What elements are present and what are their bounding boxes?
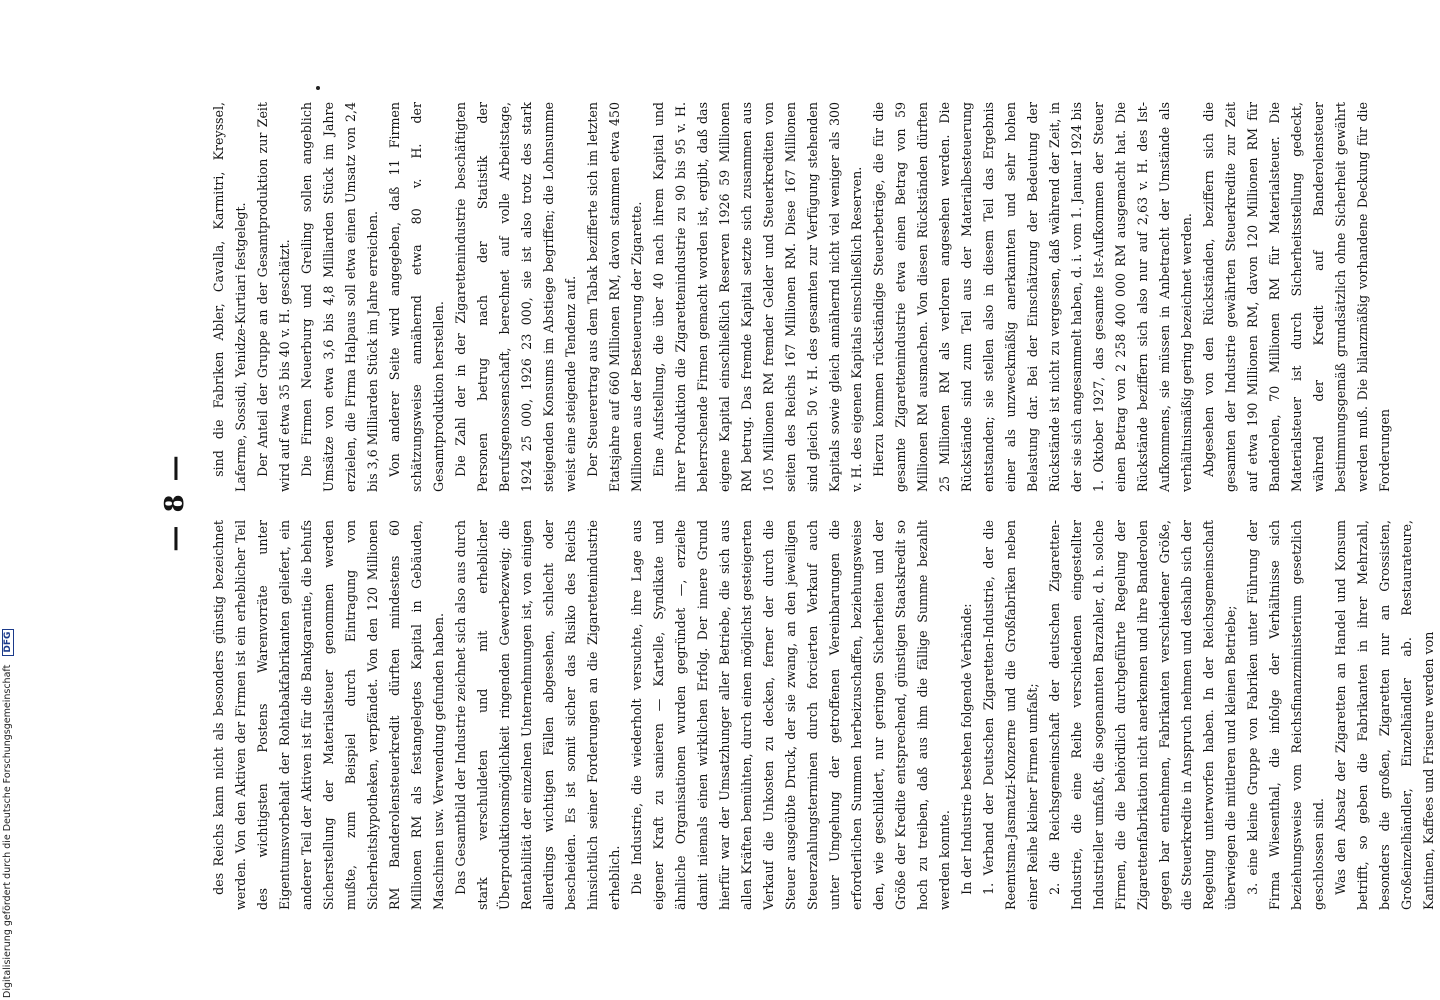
paragraph: Die Firmen Neuerburg und Greiling sollen angeblich Umsätze von etwa 3,6 bis 4,8 Milliarden Stück im Jahre erzielen, die Firma Halpaus soll etwa einen Umsatz von 2,4 bis 3,6 Milliarden Stück im Jahre erreichen. (299, 102, 380, 492)
paragraph: Abgesehen von den Rückständen, beziffern sich die gesamten der Industrie gewährten Steuerkredite zur Zeit auf etwa 190 Millionen RM, davon 120 Millionen RM für Banderolen, 70 Millionen RM für Materialsteuer. Die Materialsteuer ist durch Sicherheitsstellung gedeckt, während der Kredit auf Banderolensteuer bestimmungsgemäß grundsätzlich ohne Sicherheit gewährt werden muß. Die bilanzmäßig vorhandene Deckung für die Forderungen (1201, 102, 1392, 492)
footer-text: Digitalisierung gefördert durch die Deutsche Forschungsgemeinschaft (2, 664, 13, 998)
digitization-footer (0, 0, 22, 1000)
paragraph: Eine Aufstellung, die über 40 nach ihrem Kapital und ihrer Produktion die Zigarettenindustrie zu 90 bis 95 v. H. beherrschende Firmen gemacht worden ist, ergibt, daß das eigene Kapital einschließlich Reserven 1926 59 Millionen RM betrug. Das fremde Kapital setzte sich zusammen aus 105 Millionen RM fremder Gelder und Steuerkrediten von seiten des Reichs 167 Millionen RM. Diese 167 Millionen sind gleich 50 v. H. des gesamten zur Verfügung stehenden Kapitals sowie gleich annähernd nicht viel weniger als 300 v. H. des eigenen Kapitals einschließlich Reserven. (651, 102, 864, 492)
paragraph: Die Industrie, die wiederholt versuchte, ihre Lage aus eigener Kraft zu sanieren — Kartelle, Syndikate und ähnliche Organisationen wurden gegründet —, erzielte damit niemals einen wirklichen Erfolg. Der innere Grund hierfür war der Umsatzhunger aller Betriebe, die sich aus allen Kräften bemühten, durch einen möglichst gesteigerten Verkauf die Unkosten zu decken, ferner der durch die Steuer ausgeübte Druck, der sie zwang, an den jeweiligen Steuerzahlungsterminen durch forcierten Verkauf auch unter Umgehung der getroffenen Vereinbarungen die erforderlichen Summen herbeizuschaffen, beziehungsweise den, wie geschildert, nur geringen Sicherheiten und der Größe der Kredite entsprechend, günstigen Staatskredit so hoch zu treiben, daß aus ihm die fällige Summe bezahlt werden konnte. (629, 520, 952, 910)
paragraph: Der Steuerertrag aus dem Tabak bezifferte sich im letzten Etatsjahre auf 660 Millionen RM, davon stammen etwa 450 Millionen aus der Besteuerung der Zigarette. (585, 102, 644, 492)
paragraph: Hierzu kommen rückständige Steuerbeträge, die für die gesamte Zigarettenindustrie etwa einen Betrag von 59 Millionen RM ausmachen. Von diesen Rückständen dürften 25 Millionen RM als verloren angesehen werden. Die Rückstände sind zum Teil aus der Materialbesteuerung entstanden; sie stellen also in diesem Teil das Ergebnis einer als unzweckmäßig anerkannten und sehr hohen Belastung dar. Bei der Einschätzung der Bedeutung der Rückstände ist nicht zu vergessen, daß während der Zeit, in der sie sich angesammelt haben, d. i. vom 1. Januar 1924 bis 1. Oktober 1927, das gesamte Ist-Aufkommen der Steuer einen Betrag von 2 258 400 000 RM ausgemacht hat. Die Rückstände beziffern sich also nur auf 2,63 v. H. des Ist-Aufkommens, sie müssen in Anbetracht der Umstände als verhältnismäßig gering bezeichnet werden. (871, 102, 1194, 492)
paragraph: Der Anteil der Gruppe an der Gesamtproduktion zur Zeit wird auf etwa 35 bis 40 v. H. geschätzt. (255, 102, 292, 492)
page-number-header: — 8 — (160, 453, 190, 552)
paragraph: Von anderer Seite wird angegeben, daß 11 Firmen schätzungsweise annähernd etwa 80 v. H. der Gesamtproduktion herstellen. (387, 102, 446, 492)
paragraph: 1. Verband der Deutschen Zigaretten-Industrie, der die Reemtsma-Jasmatzi-Konzerne und die Großfabriken neben einer Reihe kleiner Firmen umfaßt; (981, 520, 1040, 910)
left-text-column (208, 520, 1436, 910)
paragraph: In der Industrie bestehen folgende Verbände: (959, 603, 974, 895)
paragraph: Was den Absatz der Zigaretten an Handel und Konsum betrifft, so geben die Fabrikanten in ihrer Mehrzahl, besonders die großen, Zigaretten nur an Grossisten, Großeinzelhändler, Einzelhändler ab. Restaurateure, Kantinen, Kaffees und Friseure werden von (1333, 520, 1436, 910)
right-text-column (208, 102, 1392, 492)
paragraph: Die Zahl der in der Zigarettenindustrie beschäftigten Personen betrug nach der Statistik der Berufsgenossenschaft, berechnet auf volle Arbeitstage, 1924 25 000, 1926 23 000, sie ist also trotz des stark steigenden Konsums im Abstiege begriffen; die Lohnsumme weist eine steigende Tendenz auf. (453, 102, 578, 492)
speck-mark (316, 86, 320, 90)
paragraph: Das Gesamtbild der Industrie zeichnet sich also aus durch stark verschuldeten und mit erheblicher Überproduktionsmöglichkeit ringenden Gewerbezweig; die Rentabilität der einzelnen Unternehmungen ist, von einigen allerdings wichtigen Fällen abgesehen, schlecht oder bescheiden. Es ist somit sicher das Risiko des Reichs hinsichtlich seiner Forderungen an die Zigarettenindustrie erheblich. (453, 520, 622, 910)
dfg-logo-icon: DFG (2, 629, 14, 656)
rotated-text-page (160, 95, 1436, 910)
paragraph: sind die Fabriken Abler, Cavalla, Karmitri, Kreyssel, Laferme, Sossidi, Yenidze-Kurtiari festgelegt. (211, 102, 248, 492)
paragraph: 2. die Reichsgemeinschaft der deutschen Zigaretten-Industrie, die eine Reihe verschiedenen eingestellter Industrieller umfaßt, die sogenannten Barzahler, d. h. solche Firmen, die die behördlich durchgeführte Regelung der Zigarettenfabrikation nicht anerkennen und ihre Banderolen gegen bar entnehmen, Fabrikanten verschiedener Größe, die Steuerkredite in Anspruch nehmen und deshalb sich der Regelung unterworfen haben. In der Reichsgemeinschaft überwiegen die mittleren und kleinen Betriebe; (1047, 520, 1238, 910)
paragraph: 3. eine kleine Gruppe von Fabriken unter Führung der Firma Wiesenthal, die infolge der Verhältnisse sich beziehungsweise vom Reichsfinanzministerium gesetzlich geschlossen sind. (1245, 520, 1326, 910)
paragraph: des Reichs kann nicht als besonders günstig bezeichnet werden. Von den Aktiven der Firmen ist ein erheblicher Teil des wichtigsten Postens Warenvorräte unter Eigentumsvorbehalt der Rohtabakfabrikanten geliefert, ein anderer Teil der Aktiven ist für die Bankgarantie, die behufs Sicherstellung der Materialsteuer genommen werden mußte, zum Beispiel durch Eintragung von Sicherheitshypotheken, verpfändet. Von den 120 Millionen RM Banderolensteuerkredit dürften mindestens 60 Millionen RM als festangelegtes Kapital in Gebäuden, Maschinen usw. Verwendung gefunden haben. (211, 520, 446, 910)
